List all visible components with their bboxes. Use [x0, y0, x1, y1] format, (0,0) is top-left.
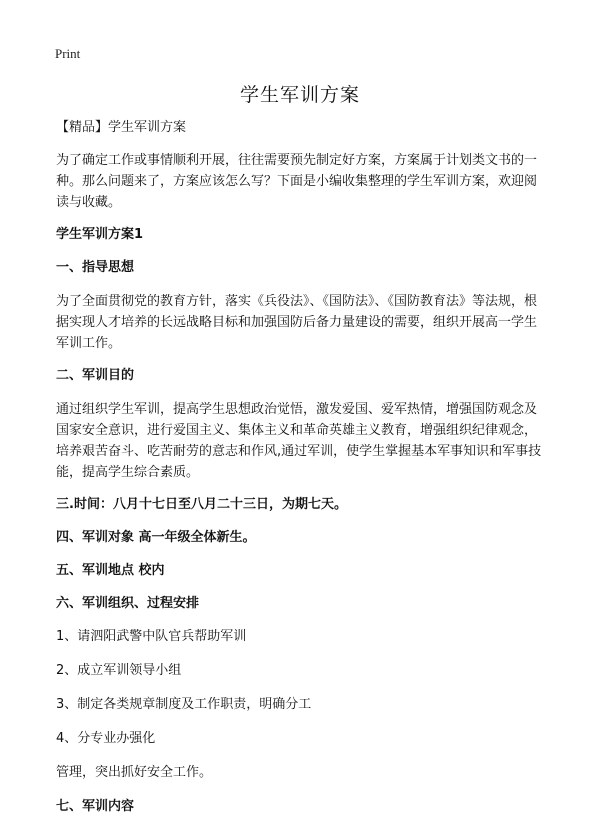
document-title: 学生军训方案: [239, 84, 360, 106]
section-2-text: 通过组织学生军训，提高学生思想政治觉悟，激发爱国、爱军热情，增强国防观念及国家安全意识，进行爱国主义、集体主义和革命英雄主义教育，增强组织纪律观念，培养艰苦奋斗、吃苦耐劳的意志和作风,通过军训，使学生掌握基本军事知识和军事技能，提高学生综合素质。: [56, 402, 542, 480]
section-3-heading: 三.时间：八月十七日至八月二十三日，为期七天。: [56, 497, 347, 512]
list-item: 2、成立军训领导小组: [56, 663, 182, 678]
section-6-heading: 六、军训组织、过程安排: [56, 596, 200, 611]
section-2-heading: 二、军训目的: [56, 368, 135, 383]
document-subtitle: 【精品】学生军训方案: [56, 120, 187, 135]
section-1-heading: 一、指导思想: [56, 260, 135, 275]
plan-title: 学生军训方案1: [56, 227, 144, 242]
section-5-heading: 五、军训地点 校内: [56, 563, 165, 578]
section-1-text: 为了全面贯彻党的教育方针，落实《兵役法》、《国防法》、《国防教育法》等法规，根据实现人才培养的长远战略目标和加强国防后备力量建设的需要，组织开展高一学生军训工作。: [56, 294, 538, 351]
section-7-heading: 七、军训内容: [56, 799, 135, 814]
list-item: 3、制定各类规章制度及工作职责，明确分工: [56, 697, 312, 712]
print-label: Print: [55, 46, 81, 61]
list-item: 1、请泗阳武警中队官兵帮助军训: [56, 629, 247, 644]
section-4-heading: 四、军训对象 高一年级全体新生。: [56, 530, 256, 545]
document-body: [56, 118, 548, 830]
section-6-note: 管理，突出抓好安全工作。: [56, 765, 213, 780]
intro-paragraph: 为了确定工作或事情顺利开展，往往需要预先制定好方案，方案属于计划类文书的一种。那么问题来了，方案应该怎么写？下面是小编收集整理的学生军训方案，欢迎阅读与收藏。: [56, 153, 538, 210]
list-item: 4、分专业办强化: [56, 731, 156, 746]
